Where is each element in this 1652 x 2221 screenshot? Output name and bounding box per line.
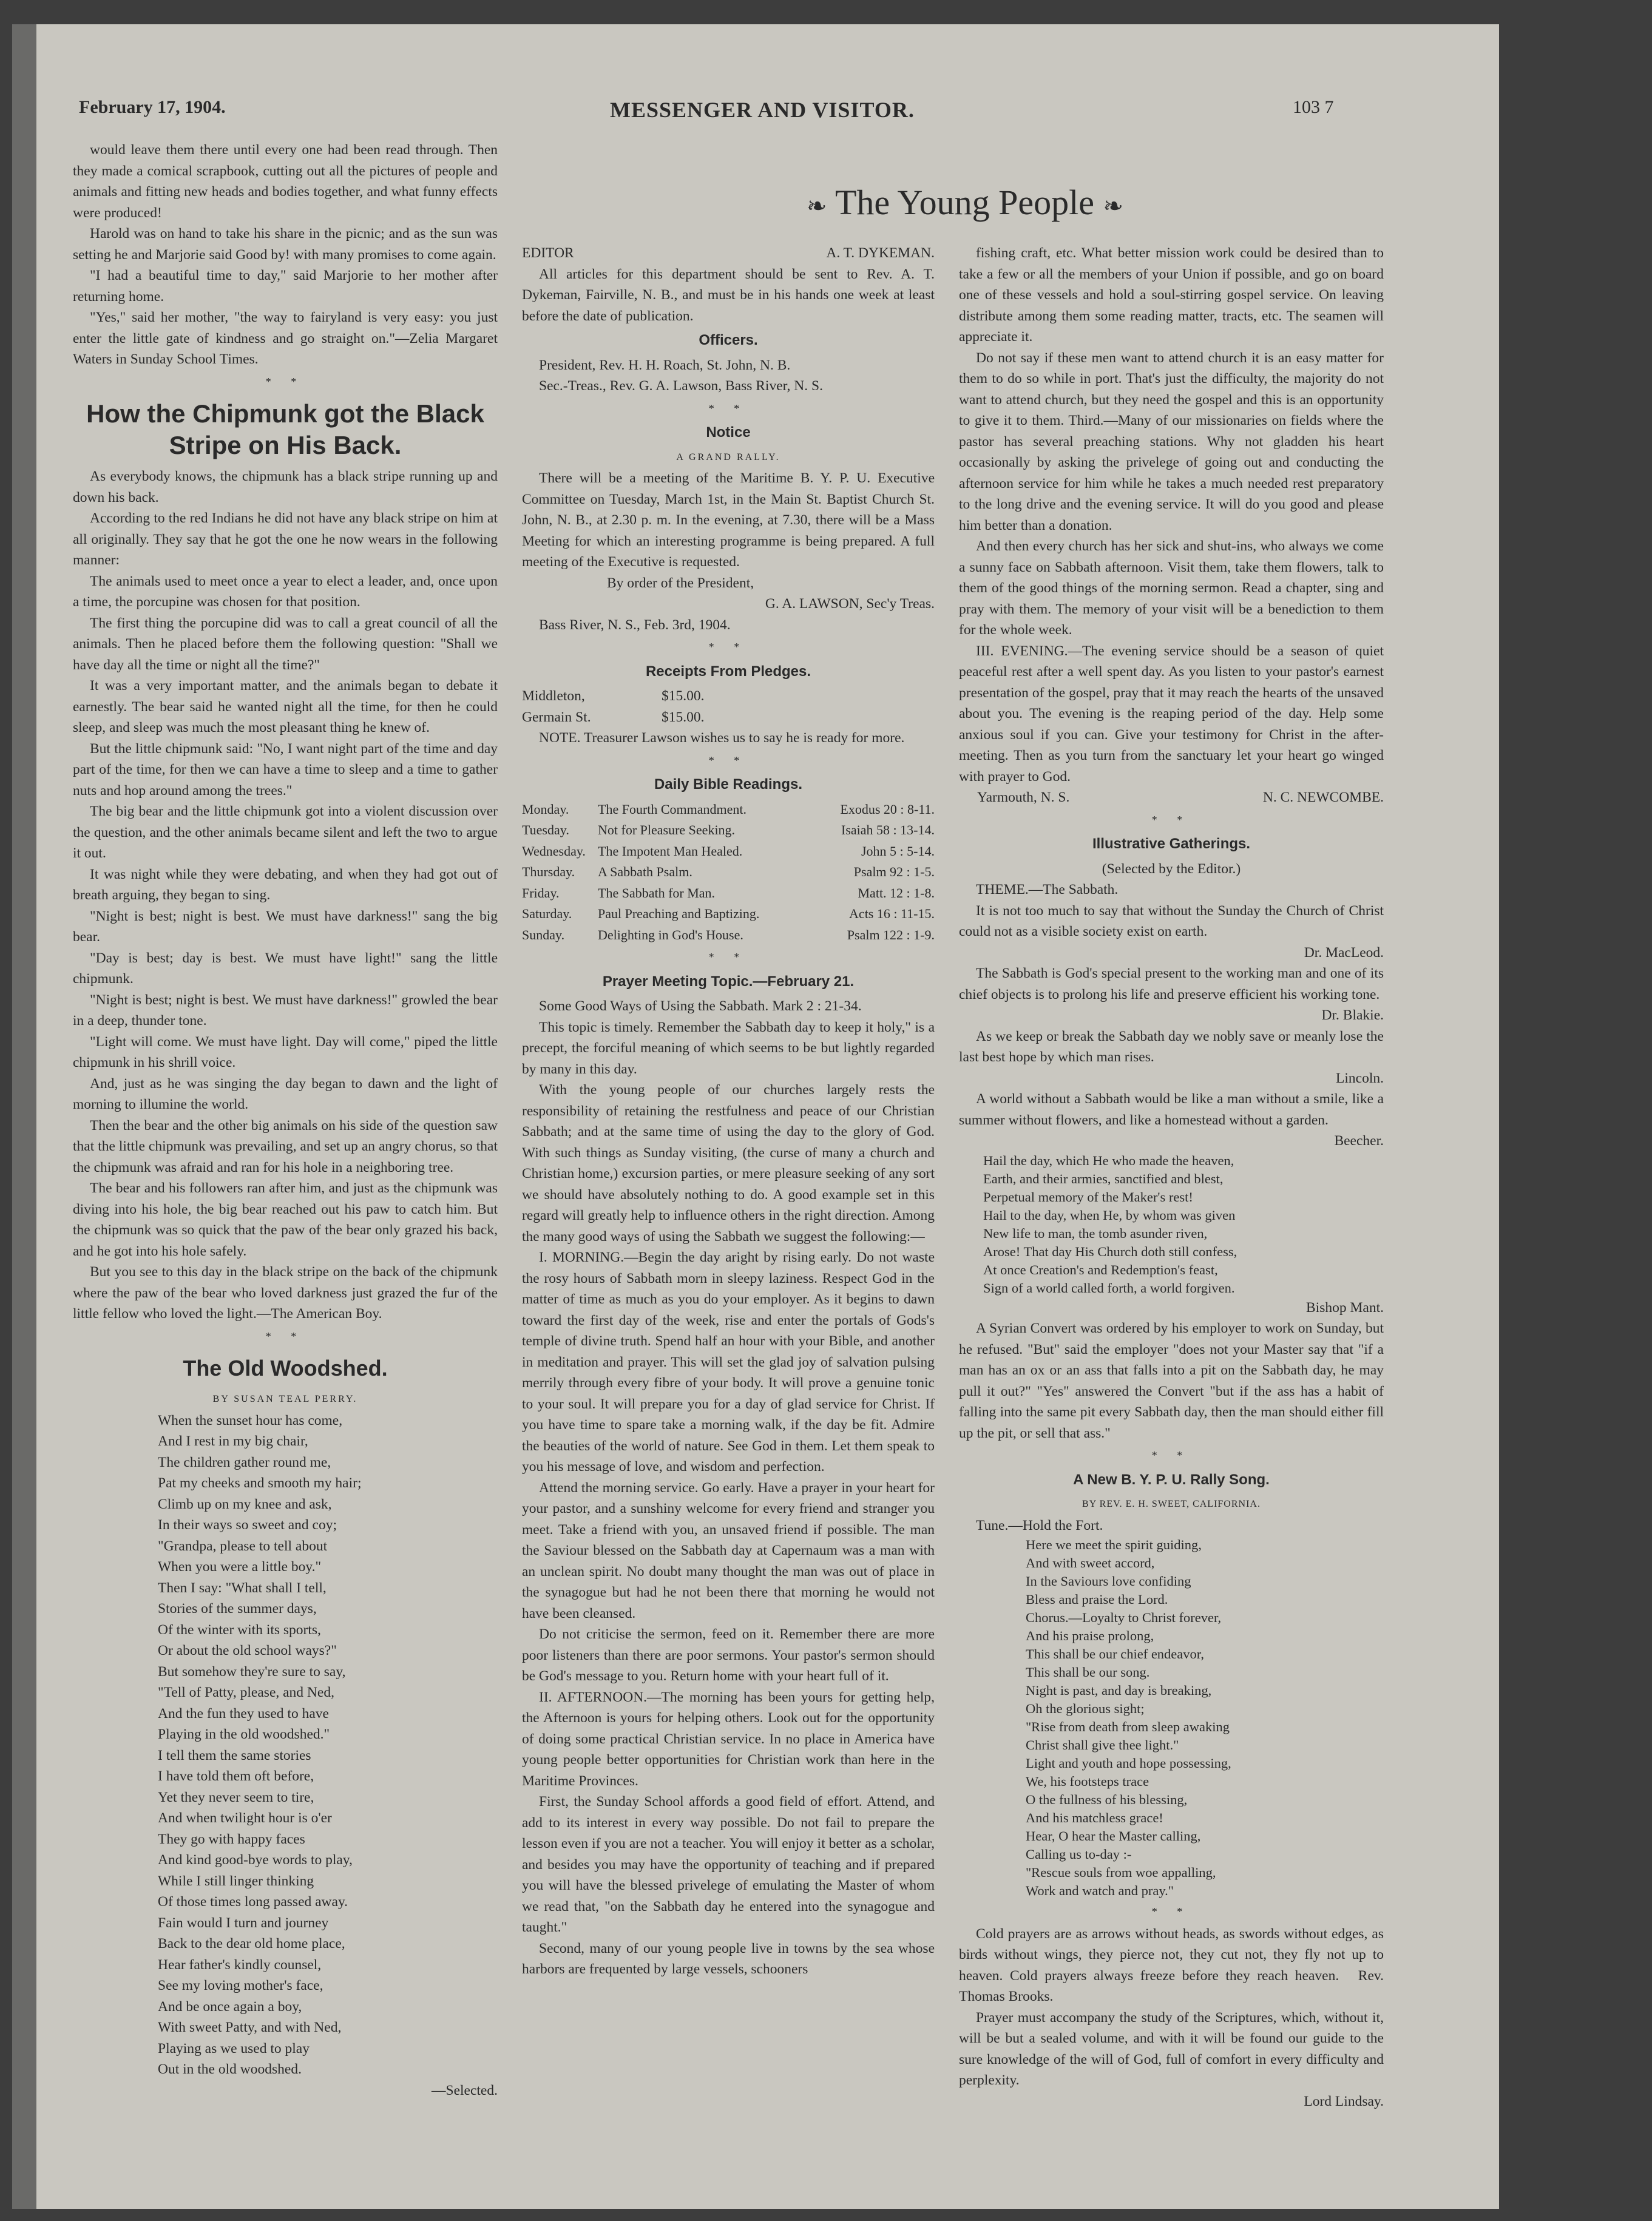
- notice-title: Notice: [706, 424, 751, 441]
- reading-row: Wednesday. The Impotent Man Healed. John 5 : 5-14.: [522, 843, 935, 859]
- paragraph: Second, many of our young people live in towns by the sea whose harbors are frequented by large vessels, schooners: [522, 1940, 935, 1977]
- paragraph: "Grandpa, please to tell about: [158, 1538, 328, 1554]
- paragraph: And then every church has her sick and shut-ins, who always we come a sunny face on Sabbath afternoon. Visit them, take them flowers, talk to them of the good things of the morning sermon. Read a chapter, sing and pray with them. The memory of your visit will be a benediction to them for the whole week.: [959, 538, 1384, 638]
- gathering-quote: It is not too much to say that without the Sunday the Church of Christ could not as a visible society exist on earth.: [959, 902, 1384, 939]
- prayer-study-source: Lord Lindsay.: [1304, 2093, 1384, 2109]
- paragraph: And kind good-bye words to play,: [158, 1852, 353, 1868]
- paragraph: "Light will come. We must have light. Day will come," piped the little chipmunk in his shrill voice.: [73, 1033, 498, 1070]
- paragraph: Then I say: "What shall I tell,: [158, 1580, 327, 1596]
- paragraph: "Night is best; night is best. We must have darkness!" sang the big bear.: [73, 908, 498, 945]
- paragraph: But you see to this day in the black stripe on the back of the chipmunk where the paw of the bear who loved darkness just grazed the fur of the little fellow who loved the light.—The American Boy.: [73, 1264, 498, 1322]
- rally-song: [959, 1536, 1384, 1900]
- paragraph: "I had a beautiful time to day," said Marjorie to her mother after returning home.: [73, 268, 498, 305]
- gathering-quote: The Sabbath is God's special present to the working man and one of its chief objects is to prolong his life and preserve efficient his working tone.: [959, 965, 1384, 1002]
- paragraph: And be once again a boy,: [158, 1998, 302, 2015]
- section-title: ❧ The Young People ❧: [807, 183, 1123, 222]
- paragraph: Of the winter with its sports,: [158, 1621, 321, 1638]
- paragraph: I tell them the same stories: [158, 1747, 311, 1763]
- reading-row: Friday. The Sabbath for Man. Matt. 12 : 1-8.: [522, 885, 935, 901]
- paragraph: Yet they never seem to tire,: [158, 1789, 314, 1805]
- officers-title: Officers.: [699, 332, 758, 348]
- paragraph: Sign of a world called forth, a world forgiven.: [983, 1280, 1235, 1296]
- paragraph: And his praise prolong,: [1026, 1628, 1154, 1643]
- paragraph: Pat my cheeks and smooth my hair;: [158, 1475, 362, 1491]
- paragraph: Playing as we used to play: [158, 2040, 310, 2057]
- paragraph: Perpetual memory of the Maker's rest!: [983, 1189, 1193, 1205]
- paragraph: Some Good Ways of Using the Sabbath. Mark 2 : 21-34.: [539, 998, 862, 1014]
- gathering-source: Lincoln.: [1336, 1070, 1384, 1086]
- paragraph: In their ways so sweet and coy;: [158, 1517, 337, 1533]
- intro: All articles for this department should be sent to Rev. A. T. Dykeman, Fairville, N. B., and must be in his hands one week at least before the date of publication.: [522, 266, 935, 324]
- paragraph: But somehow they're sure to say,: [158, 1663, 346, 1680]
- receipts-title: Receipts From Pledges.: [645, 663, 811, 680]
- rally-tune: Tune.—Hold the Fort.: [976, 1517, 1103, 1533]
- receipts-list: [522, 686, 935, 728]
- paragraph: At once Creation's and Redemption's feast,: [983, 1262, 1218, 1277]
- reading-row: Thursday. A Sabbath Psalm. Psalm 92 : 1-5.: [522, 864, 935, 879]
- paragraph: Hear, O hear the Master calling,: [1026, 1828, 1201, 1844]
- paragraph: I. MORNING.—Begin the day aright by rising early. Do not waste the rosy hours of Sabbath morn in sleepy laziness. Respect God in the matter of time as much as you do your employer. As it begins to dawn toward the first day of the week, rise and enter the portals of Gods's temple of divine truth. Spend half an hour with your Bible, and another in meditation and prayer. This will set the glad joy of salvation pulsing merrily through every fibre of your body. It will prove a genuine tonic to your soul. It will prepare you for a day of glad service for Christ. If you have time to spare take a morning walk, if the day be fit. Admire the beauties of the world of nature. See God in them. Let them speak to you his message of love, and wisdom and perfection.: [522, 1249, 935, 1475]
- column-right: fishing craft, etc. What better mission work could be desired than to take a few or all the members of your Union if possible, and go on board one of these vessels and hold a soul-stirring gospel service. On leaving distribute among them some reading matter, tracts, etc. The seamen will appreciate it. Do not say if these men want to attend church it is an easy matter for them to do so while in port. That's just the difficulty, the majority do not want to attend church, but they need the gospel and this is an opportunity to give it to them. Third.—Many of our missionaries on fields where the pastor has several preaching stations. Why not gladden his heart occasionally by asking the privelege of going out and conducting the afternoon service for him while he takes a much needed rest preparatory to the long drive and the evening service. It will do you good and please him better than a donation. And then every church has her sick and shut-ins, who always we come a sunny face on Sabbath afternoon. Visit them, take them flowers, talk to them of the good things of the morning sermon. Read a chapter, sing and pray with them. The memory of your visit will be a benediction to them for the whole week. III. EVENING.—The evening service should be a season of quiet peaceful rest after a well spent day. As you listen to your pastor's earnest presentation of the gospel, pray that it may reach the hearts of the unsaved about you. The evening is the reaping period of the day. Help some anxious soul if you can. Give your testimony for Christ in the after-meeting. Then as you turn from the sanctuary let your heart go winged with prayer to God. Yarmouth, N. S. N. C. NEWCOMBE. * * Illustrative Gatherings. (Selected by the Editor.) THEME.—The Sabbath. It is not too much to say that without the Sunday the Church of Christ could not as a visible society exist on earth. Dr. MacLeod. The Sabbath is God's special present to the working man and one of its chief objects is to prolong his life and preserve efficient his working tone. Dr. Blakie. As we keep or break the Sabbath day we nobly save or meanly lose the last best hope by which man rises. Lincoln. A world without a Sabbath would be like a man without a smile, like a summer without flowers, and like a homestead without a garden. Beecher. Hail the day, which He who made the heaven, Earth, and their armies, sanctified and blest, Perpetual memory of the Maker's rest! Hail to the day, when He, by whom was given New life to man, the tomb asunder riven, Arose! That day His Church doth still confess, At once Creation's and Redemption's feast, Sign of a world called forth, a world forgiven. Bishop Mant. A Syrian Convert was ordered by his employer to work on Sunday, but he refused. "But" said the employer "does not your Master say that "if a man has an ox or an ass that falls into a pit on the Sabbath day, he may pull it out?" "Yes" answered the Convert "but if the ass has a habit of falling into the same pit every Sabbath day, then the man should either fill up the pit, or sell that ass." * * A New B. Y. P. U. Rally Song. BY REV. E. H. SWEET, CALIFORNIA. Tune.—Hold the Fort. Here we meet the spirit guiding, And with sweet accord, In the Saviours love confiding Bless and praise the Lord. Chorus.—Loyalty to Christ forever, And his praise prolong, This shall be our chief endeavor, This shall be our song. Night is past, and day is breaking, Oh the glorious sight; "Rise from death from sleep awaking Christ shall give thee light." Light and youth and hope possessing, We, his footsteps trace O the fullness of his blessing, And his matchless grace! Hear, O hear the Master calling, Calling us to-day :- "Rescue souls from woe appalling, Work and watch and pray." * * Cold prayers are as arrows without heads, as swords without edges, as birds without wings, they pierce not, they cut not, they fly not up to heaven. Cold prayers always freeze before they reach heaven. Rev. Thomas Brooks. Prayer must accompany the study of the Scriptures, which, without it, will be but a sealed volume, and with it will be found our guide to the sure knowledge of the will of God, full of comfort in every difficulty and perplexity. Lord Lindsay.: [959, 243, 1384, 2112]
- paragraph: But the little chipmunk said: "No, I want night part of the time and day part of the time, for then we can have a time to sleep and a time to gather nuts and hop around among the trees.": [73, 740, 498, 799]
- page-number: 103 7: [1293, 97, 1334, 117]
- gathering-source: Beecher.: [1334, 1133, 1384, 1149]
- paragraph: O the fullness of his blessing,: [1026, 1792, 1188, 1807]
- officers-list: [522, 355, 935, 397]
- newspaper-page: [12, 24, 1499, 2209]
- paragraph: Night is past, and day is breaking,: [1026, 1683, 1212, 1698]
- paragraph: And his matchless grace!: [1026, 1810, 1163, 1825]
- paragraph: They go with happy faces: [158, 1831, 305, 1847]
- paragraph: While I still linger thinking: [158, 1873, 314, 1889]
- paragraph: Earth, and their armies, sanctified and blest,: [983, 1171, 1224, 1186]
- paragraph: Stories of the summer days,: [158, 1601, 317, 1617]
- paragraph: Harold was on hand to take his share in the picnic; and as the sun was setting he and Marjorie said Good by! with many promises to come again.: [73, 226, 498, 263]
- masthead: MESSENGER AND VISITOR.: [610, 98, 915, 122]
- paragraph: III. EVENING.—The evening service should be a season of quiet peaceful rest after a well spent day. As you listen to your pastor's earnest presentation of the gospel, pray that it may reach the hearts of the unsaved about you. The evening is the reaping period of the day. Help some anxious soul if you can. Give your testimony for Christ in the after-meeting. Then as you turn from the sanctuary let your heart go winged with prayer to God.: [959, 643, 1384, 785]
- hymn: [959, 1152, 1384, 1297]
- paragraph: Calling us to-day :-: [1026, 1847, 1132, 1862]
- gathering-source: Dr. Blakie.: [1321, 1007, 1384, 1023]
- prayer-topic-body: [522, 996, 935, 1980]
- paragraph: And when twilight hour is o'er: [158, 1810, 332, 1826]
- paragraph: Sec.-Treas., Rev. G. A. Lawson, Bass River, N. S.: [539, 378, 823, 394]
- readings-list: [522, 799, 935, 946]
- paragraph: Do not criticise the sermon, feed on it. Remember there are more poor listeners than there are poor sermons. Your pastor's sermon should be God's message to you. Return home with your heart full of it.: [522, 1626, 935, 1684]
- editor-line: EDITOR A. T. DYKEMAN.: [522, 245, 935, 261]
- woodshed-title: The Old Woodshed.: [183, 1356, 388, 1381]
- syrian-convert: A Syrian Convert was ordered by his employer to work on Sunday, but he refused. "But" said the employer "does not your Master say that "if a man has an ox or an ass that falls into a pit on the Sabbath day, he may pull it out?" "Yes" answered the Convert "but if the ass has a habit of falling into the same pit every Sabbath day, then the man should either fill up the pit, or sell that ass.": [959, 1320, 1384, 1441]
- paragraph: When the sunset hour has come,: [158, 1412, 343, 1428]
- rally-title: A New B. Y. P. U. Rally Song.: [1073, 1471, 1270, 1488]
- paragraph: And the fun they used to have: [158, 1705, 329, 1722]
- scan-edge: [12, 24, 36, 2209]
- paragraph: And, just as he was singing the day began to dawn and the light of morning to illumine the world.: [73, 1075, 498, 1112]
- reading-row: Sunday. Delighting in God's House. Psalm 122 : 1-9.: [522, 927, 935, 942]
- notice-place: Bass River, N. S., Feb. 3rd, 1904.: [539, 617, 731, 633]
- woodshed-poem: [73, 1410, 498, 2080]
- gatherings-theme: THEME.—The Sabbath.: [976, 882, 1119, 898]
- paragraph: Arose! That day His Church doth still confess,: [983, 1243, 1237, 1259]
- paragraph: When you were a little boy.": [158, 1559, 322, 1575]
- paragraph: would leave them there until every one had been read through. Then they made a comical scrapbook, cutting out all the pictures of people and animals and fitting new heads and bodies together, and what funny effects were produced!: [73, 142, 498, 221]
- receipts-note: NOTE. Treasurer Lawson wishes us to say he is ready for more.: [539, 730, 905, 746]
- paragraph: And I rest in my big chair,: [158, 1433, 308, 1449]
- rally-byline: BY REV. E. H. SWEET, CALIFORNIA.: [1082, 1499, 1261, 1509]
- paragraph: The animals used to meet once a year to elect a leader, and, once upon a time, the porcupine was chosen for that position.: [73, 573, 498, 610]
- prayer-title: Prayer Meeting Topic.—February 21.: [602, 973, 855, 990]
- paragraph: This shall be our song.: [1026, 1665, 1150, 1680]
- paragraph: "Tell of Patty, please, and Ned,: [158, 1685, 334, 1700]
- paragraph: It was night while they were debating, and when they had got out of breath arguing, they began to sing.: [73, 866, 498, 903]
- paragraph: Then the bear and the other big animals on his side of the question saw that the little chipmunk was prevailing, and set up an angry chorus, so that the chipmunk was afraid and ran for his hole in a neighboring tree.: [73, 1117, 498, 1175]
- paragraph: Climb up on my knee and ask,: [158, 1496, 332, 1512]
- story-ending: [73, 140, 498, 370]
- reading-row: Tuesday. Not for Pleasure Seeking. Isaiah 58 : 13-14.: [522, 822, 935, 837]
- ornament: * *: [265, 375, 305, 388]
- paragraph: Hear father's kindly counsel,: [158, 1956, 322, 1973]
- reading-row: Saturday. Paul Preaching and Baptizing. Acts 16 : 11-15.: [522, 906, 935, 921]
- paragraph: It was a very important matter, and the animals began to debate it earnestly. The bear said he wanted night all the time, for then he could sleep, and sleep was much the most pleasant thing he knew of.: [73, 678, 498, 735]
- paragraph: "Yes," said her mother, "the way to fairyland is very easy: you just enter the little gate of kindness and go straight on."—Zelia Margaret Waters in Sunday School Times.: [73, 309, 498, 367]
- paragraph: First, the Sunday School affords a good field of effort. Attend, and add to its interest in every way possible. Do not fail to prepare the lesson even if you are not a teacher. You will enjoy it better as a scholar, and besides you may have the opportunity of teaching and if prepared you will have the blessed privelege of emulating the Master of whom we read that, "on the Sabbath day he entered into the synagogue and taught.": [522, 1794, 935, 1935]
- paragraph: The children gather round me,: [158, 1454, 331, 1470]
- readings-title: Daily Bible Readings.: [654, 776, 803, 793]
- woodshed-byline: BY SUSAN TEAL PERRY.: [212, 1394, 358, 1404]
- notice-order: By order of the President,: [607, 575, 754, 591]
- paragraph: Out in the old woodshed.: [158, 2061, 302, 2077]
- prayer-study: Prayer must accompany the study of the Scriptures, which, without it, will be but a sealed volume, and with it will be found our guide to the sure knowledge of the will of God, full of comfort in every difficulty and perplexity.: [959, 2009, 1384, 2088]
- paragraph: Hail the day, which He who made the heaven,: [983, 1152, 1234, 1168]
- paragraph: President, Rev. H. H. Roach, St. John, N. B.: [539, 357, 791, 373]
- reading-row: Monday. The Fourth Commandment. Exodus 20 : 8-11.: [522, 801, 935, 817]
- gathering-quote: A world without a Sabbath would be like a man without a smile, like a summer without flowers, and like a homestead without a garden.: [959, 1091, 1384, 1128]
- continued-signature: Yarmouth, N. S. N. C. NEWCOMBE.: [977, 789, 1384, 805]
- paragraph: With sweet Patty, and with Ned,: [158, 2020, 342, 2035]
- paragraph: The first thing the porcupine did was to call a great council of all the animals. Then he placed before them the following question: "Shall we have day all the time or night all the time?": [73, 615, 498, 673]
- paragraph: This topic is timely. Remember the Sabbath day to keep it holy," is a precept, the forciful meaning of which seems to be but lightly regarded by many in this day.: [522, 1019, 935, 1077]
- notice-sign: G. A. LAWSON, Sec'y Treas.: [765, 596, 935, 612]
- paragraph: Back to the dear old home place,: [158, 1936, 345, 1952]
- paragraph: Work and watch and pray.": [1026, 1883, 1174, 1898]
- paragraph: Hail to the day, when He, by whom was given: [983, 1207, 1236, 1223]
- paragraph: Here we meet the spirit guiding,: [1026, 1537, 1202, 1552]
- paragraph: We, his footsteps trace: [1026, 1774, 1149, 1789]
- column-left: [73, 140, 498, 2101]
- gatherings-subtitle: (Selected by the Editor.): [1102, 860, 1241, 877]
- paragraph: II. AFTERNOON.—The morning has been yours for getting help, the Afternoon is yours for helping others. Look out for the opportunity of doing some practical Christian service. In no place in America have young people better opportunities for Christian work than here in the Maritime Provinces.: [522, 1689, 935, 1789]
- issue-date: February 17, 1904.: [79, 97, 226, 117]
- paragraph: "Day is best; day is best. We must have light!" sang the little chipmunk.: [73, 950, 498, 987]
- paragraph: Do not say if these men want to attend church it is an easy matter for them to do so while in port. That's just the difficulty, the majority do not want to attend church, but they need the gospel and this is an opportunity to give it to them. Third.—Many of our missionaries on fields where the pastor has several preaching stations. Why not gladden his heart occasionally by asking the privelege of going out and conducting the afternoon service for him while he takes a much needed rest preparatory to the long drive and the evening service. It will do you good and please him better than a donation.: [959, 350, 1384, 533]
- paragraph: I have told them oft before,: [158, 1768, 314, 1784]
- paragraph: Fain would I turn and journey: [158, 1915, 329, 1931]
- chipmunk-story: [73, 466, 498, 1325]
- column-middle: EDITOR A. T. DYKEMAN. All articles for this department should be sent to Rev. A. T. Dykeman, Fairville, N. B., and must be in his hands one week at least before the date of publication. Officers. President, Rev. H. H. Roach, St. John, N. B. Sec.-Treas., Rev. G. A. Lawson, Bass River, N. S. * * Notice A GRAND RALLY. There will be a meeting of the Maritime B. Y. P. U. Executive Committee on Tuesday, March 1st, in the Main St. Baptist Church St. John, N. B., at 2.30 p. m. In the evening, at 7.30, there will be a Mass Meeting for which an interesting programme is being prepared. A full meeting of the Executive is requested. By order of the President, G. A. LAWSON, Sec'y Treas. Bass River, N. S., Feb. 3rd, 1904. * * Receipts From Pledges. Middleton, $15.00. Germain St. $15.00. NOTE. Treasurer Lawson wishes us to say he is ready for more. * * Daily Bible Readings. Monday. The Fourth Commandment. Exodus 20 : 8-11. Tuesday. Not for Pleasure Seeking. Isaiah 58 : 13-14. Wednesday. The Impotent Man Healed. John 5 : 5-14. Thursday. A Sabbath Psalm. Psalm 92 : 1-5. Friday. The Sabbath for Man. Matt. 12 : 1-8. Saturday. Paul Preaching and Baptizing. Acts 16 : 11-15. Sunday. Delighting in God's House. Psalm 122 : 1-9. * * Prayer Meeting Topic.—February 21. Some Good Ways of Using the Sabbath. Mark 2 : 21-34. This topic is timely. Remember the Sabbath day to keep it holy," is a precept, the forciful meaning of which seems to be but lightly regarded by many in this day. With the young people of our churches largely rests the responsibility of retaining the restfulness and peace of our Christian Sabbath; and at the same time of using the day to the glory of God. With such things as Sunday visiting, (the curse of many a church and Christian home,) excursion parties, or mere pleasure seeking of any sort we should have absolutely nothing to do. A good example set in this regard will greatly help to influence others in the right direction. Among the many good ways of using the Sabbath we suggest the following:— I. MORNING.—Begin the day aright by rising early. Do not waste the rosy hours of Sabbath morn in sleepy laziness. Respect God in the matter of time as much as you do your employer. As it begins to dawn toward the first day of the week, rise and enter the portals of Gods's temple of divine truth. Spend half an hour with your Bible, and another in meditation and prayer. This will set the glad joy of salvation pulsing merrily through every fibre of your body. It will prove a genuine tonic to your soul. It will prepare you for a day of glad service for Christ. If you have time to spare take a morning walk, if the day be fit. Admire the beauties of the world of nature. See God in them. Let them speak to you his message of love, and wisdom and perfection. Attend the morning service. Go early. Have a prayer in your heart for your pastor, and a sunshiny welcome for every friend and stranger you meet. Take a friend with you, an unsaved friend if possible. The man the Saviour blessed on the Sabbath day at Capernaum was a man with an unclean spirit. No doubt many thought the man was out of place in the synagogue but had he not been there that morning he would not have been cleansed. Do not criticise the sermon, feed on it. Remember there are more poor listeners than there are poor sermons. Your pastor's sermon should be God's message to you. Return home with your heart full of it. II. AFTERNOON.—The morning has been yours for getting help, the Afternoon is yours for helping others. Look out for the opportunity of doing some practical Christian service. In no place in America have young people better opportunities for Christian work than here in the Maritime Provinces. First, the Sunday School affords a good field of effort. Attend, and add to its interest in every way possible. Do not fail to prepare the lesson even if you are not a teacher. You will enjoy it better as a scholar, and besides you may have the opportunity of teaching and if prepared you will have the blessed privelege of emulating the Master of whom we read that, "on the Sabbath day he entered into the synagogue and taught." Second, many of our young people live in towns by the sea whose harbors are frequented by large vessels, schooners: [522, 243, 935, 1980]
- paragraph: With the young people of our churches largely rests the responsibility of retaining the restfulness and peace of our Christian Sabbath; and at the same time of using the day to the glory of God. With such things as Sunday visiting, (the curse of many a church and Christian home,) excursion parties, or mere pleasure seeking of any sort we should have absolutely nothing to do. A good example set in this regard will greatly help to influence others in the right direction. Among the many good ways of using the Sabbath we suggest the following:—: [522, 1082, 935, 1245]
- prayer-topic-continued: [959, 243, 1384, 787]
- cold-prayers: Cold prayers are as arrows without heads, as swords without edges, as birds without wings, they pierce not, they cut not, they fly not up to heaven. Cold prayers always freeze before they reach heaven. Rev. Thomas Brooks.: [959, 1925, 1384, 2004]
- receipt-row: Middleton, $15.00.: [522, 688, 705, 704]
- chipmunk-title: How the Chipmunk got the Black Stripe on His Back.: [86, 399, 484, 459]
- woodshed-credit: —Selected.: [432, 2082, 498, 2098]
- paragraph: "Rescue souls from woe appalling,: [1026, 1865, 1216, 1880]
- paragraph: And with sweet accord,: [1026, 1555, 1155, 1570]
- paragraph: The big bear and the little chipmunk got into a violent discussion over the question, and the other animals became silent and left the two to argue it out.: [73, 803, 498, 861]
- paragraph: Chorus.—Loyalty to Christ forever,: [1026, 1610, 1222, 1625]
- paragraph: Light and youth and hope possessing,: [1026, 1756, 1231, 1771]
- gathering-source: Dr. MacLeod.: [1304, 944, 1384, 961]
- fleuron-icon: ❧: [807, 192, 827, 220]
- gathering-quote: As we keep or break the Sabbath day we nobly save or meanly lose the last best hope by which man rises.: [959, 1028, 1384, 1065]
- paragraph: Of those times long passed away.: [158, 1894, 348, 1910]
- paragraph: As everybody knows, the chipmunk has a black stripe running up and down his back.: [73, 468, 498, 505]
- fleuron-icon: ❧: [1103, 192, 1123, 220]
- paragraph: "Night is best; night is best. We must have darkness!" growled the bear in a deep, thunder tone.: [73, 992, 498, 1029]
- ornament: * *: [265, 1330, 305, 1342]
- paragraph: New life to man, the tomb asunder riven,: [983, 1225, 1208, 1241]
- paragraph: Oh the glorious sight;: [1026, 1701, 1145, 1716]
- paragraph: See my loving mother's face,: [158, 1978, 323, 1993]
- paragraph: Christ shall give thee light.": [1026, 1737, 1179, 1753]
- notice-subtitle: A GRAND RALLY.: [676, 451, 780, 462]
- notice-body: There will be a meeting of the Maritime B. Y. P. U. Executive Committee on Tuesday, March 1st, in the Main St. Baptist Church St. John, N. B., at 2.30 p. m. In the evening, at 7.30, there will be a Mass Meeting for which an interesting programme is being prepared. A full meeting of the Executive is requested.: [522, 470, 935, 570]
- paragraph: This shall be our chief endeavor,: [1026, 1646, 1204, 1662]
- paragraph: "Rise from death from sleep awaking: [1026, 1719, 1230, 1734]
- paragraph: The bear and his followers ran after him, and just as the chipmunk was diving into his hole, the big bear reached out his paw to catch him. But the chipmunk was so quick that the paw of the bear only grazed his back, and he got into his hole safely.: [73, 1180, 498, 1259]
- paragraph: In the Saviours love confiding: [1026, 1574, 1191, 1589]
- gatherings-list: [959, 901, 1384, 1152]
- paragraph: According to the red Indians he did not have any black stripe on him at all originally. They say that he got the one he now wears in the following manner:: [73, 510, 498, 568]
- paragraph: fishing craft, etc. What better mission work could be desired than to take a few or all the members of your Union if possible, and go on board one of these vessels and hold a soul-stirring gospel service. On leaving distribute among them some reading matter, tracts, etc. The seamen will appreciate it.: [959, 245, 1384, 345]
- paragraph: Playing in the old woodshed.": [158, 1726, 330, 1742]
- gatherings-title: Illustrative Gatherings.: [1092, 836, 1251, 852]
- hymn-source: Bishop Mant.: [1306, 1299, 1384, 1316]
- paragraph: Bless and praise the Lord.: [1026, 1592, 1168, 1607]
- paragraph: Attend the morning service. Go early. Have a prayer in your heart for your pastor, and a sunshiny welcome for every friend and stranger you meet. Take a friend with you, an unsaved friend if possible. The man the Saviour blessed on the Sabbath day at Capernaum was a man with an unclean spirit. No doubt many thought the man was out of place in the synagogue but had he not been there that morning he would not have been cleansed.: [522, 1479, 935, 1621]
- paragraph: Or about the old school ways?": [158, 1643, 337, 1658]
- receipt-row: Germain St. $15.00.: [522, 709, 705, 725]
